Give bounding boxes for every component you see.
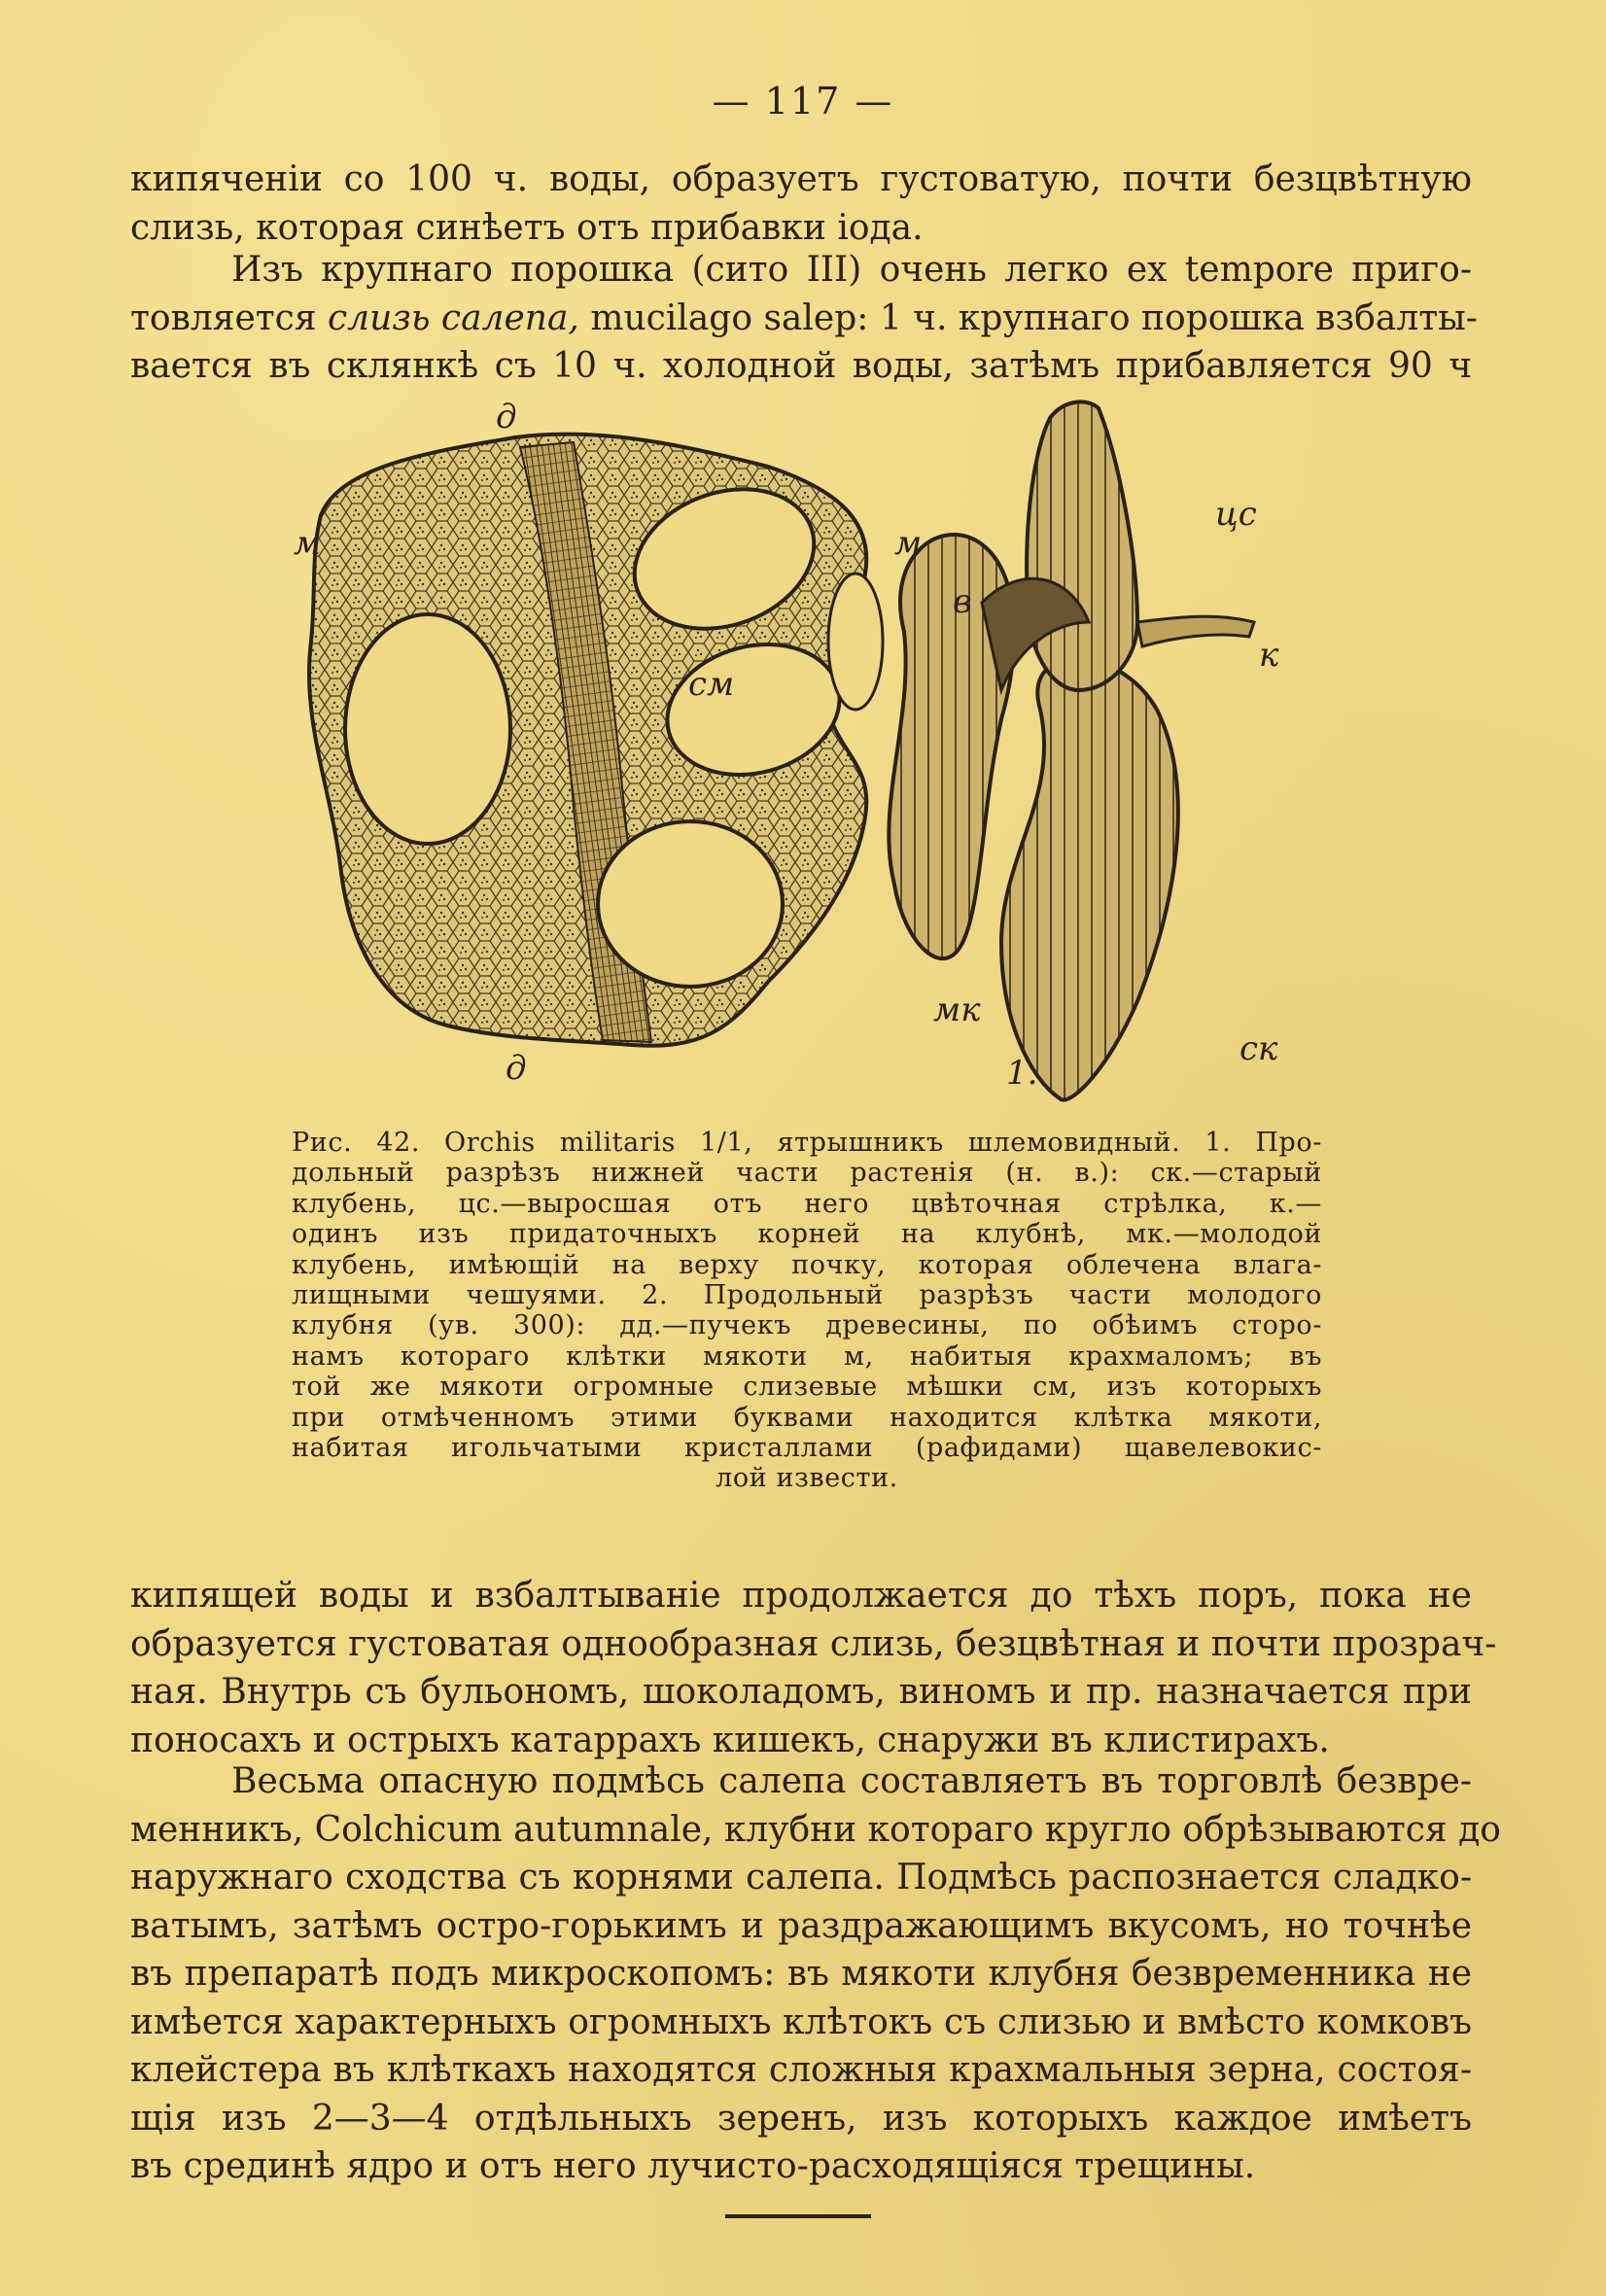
label-m-left: м (294, 524, 322, 563)
bottom-divider (725, 2214, 871, 2218)
text-line: Изъ крупнаго порошка (сито III) очень легко ex tempore приго- (231, 250, 1472, 290)
paragraph-bottom (130, 1572, 1497, 1764)
label-dd-bottom: д (506, 1049, 527, 1088)
text-line: щія изъ 2—3—4 отдѣльныхъ зеренъ, изъ которыхъ каждое имѣетъ (130, 2098, 1472, 2139)
text-line: въ срединѣ ядро и отъ него лучисто-расходящіяся трещины. (130, 2146, 1256, 2186)
caption-line: клубень, цс.—выросшая отъ него цвѣточная стрѣлка, к.— (292, 1188, 1322, 1219)
caption-line: набитая игольчатыми кристаллами (рафидами) щавелевокис- (292, 1433, 1322, 1464)
caption-line: дольный разрѣзъ нижней части растенія (н. в.): ск.—старый (292, 1158, 1322, 1189)
text-line: менникъ, Colchicum autumnale, клубни котораго кругло обрѣзываются до (130, 1809, 1501, 1850)
text-fragment: товляется (130, 297, 328, 338)
text-line: ватымъ, затѣмъ остро-горькимъ и раздражающимъ вкусомъ, но точнѣе (130, 1905, 1472, 1946)
label-number-1: 1. (1006, 1054, 1038, 1093)
paragraph-colchicum (130, 1757, 1501, 2191)
label-sm: см (688, 665, 735, 704)
label-dd-top: д (496, 399, 517, 436)
label-cs: цс (1215, 495, 1257, 534)
botanical-illustration (282, 399, 1293, 1108)
caption-line: лищными чешуями. 2. Продольный разрѣзъ части молодого (292, 1280, 1322, 1311)
label-m-right: м (894, 524, 923, 563)
text-line: слизь, которая синѣетъ отъ прибавки іода. (130, 207, 924, 248)
caption-line: клубня (ув. 300): дд.—пучекъ древесины, по обѣимъ сторо- (292, 1310, 1322, 1341)
paragraph-top (130, 156, 1472, 252)
label-mk: мк (933, 991, 981, 1029)
caption-line: при отмѣченномъ этими буквами находится клѣтка мякоти, (292, 1402, 1322, 1433)
text-line: вается въ склянкѣ съ 10 ч. холодной воды, затѣмъ прибавляется 90 ч (130, 346, 1472, 386)
caption-line: клубень, имѣющій на верху почку, которая облечена влага- (292, 1249, 1322, 1280)
text-line: кипящей воды и взбалтываніе продолжается до тѣхъ поръ, пока не (130, 1576, 1472, 1616)
text-line: ная. Внутрь съ бульономъ, шоколадомъ, виномъ и пр. назначается при (130, 1672, 1472, 1712)
text-line: въ препаратѣ подъ микроскопомъ: въ мякоти клубня безвременника не (130, 1954, 1472, 1994)
text-line: кипяченіи со 100 ч. воды, образуетъ густоватую, почти безцвѣтную (130, 159, 1472, 199)
caption-line: лой извести. (716, 1463, 898, 1494)
caption-line: намъ котораго клѣтки мякоти м, набитыя крахмаломъ; въ (292, 1340, 1322, 1372)
page-number: — 117 — (712, 80, 894, 122)
caption-line: той же мякоти огромные слизевые мѣшки см, изъ которыхъ (292, 1372, 1322, 1403)
label-v: в (953, 582, 972, 621)
figure-caption (292, 1128, 1322, 1494)
text-fragment: mucilago salep: 1 ч. крупнаго порошка взбалты- (578, 297, 1478, 338)
text-line: клейстера въ клѣткахъ находятся сложныя крахмальныя зерна, состоя- (130, 2050, 1472, 2090)
label-sk: ск (1239, 1029, 1278, 1068)
text-line (130, 295, 1478, 343)
caption-line: одинъ изъ придаточныхъ корней на клубнѣ, мк.—молодой (292, 1219, 1322, 1250)
tuber-section-drawing (309, 435, 883, 1046)
text-line: имѣется характерныхъ огромныхъ клѣтокъ съ слизью и вмѣсто комковъ (130, 2001, 1472, 2042)
figure-orchis-militaris (282, 399, 1293, 1108)
text-line: образуется густоватая однообразная слизь, безцвѣтная и почти прозрач- (130, 1623, 1497, 1664)
text-line: наружнаго сходства съ корнями салепа. Подмѣсь распознается сладко- (130, 1858, 1472, 1897)
text-line: Весьма опасную подмѣсь салепа составляетъ въ торговлѣ безвре- (231, 1761, 1472, 1801)
caption-line: Рис. 42. Orchis militaris 1/1, ятрышникъ шлемовидный. 1. Про- (292, 1128, 1322, 1158)
label-k: к (1259, 636, 1279, 675)
italic-term: слизь салепа, (327, 297, 579, 338)
text-line: поносахъ и острыхъ катаррахъ кишекъ, снаружи въ клистирахъ. (130, 1720, 1330, 1760)
paragraph-mucilage (130, 246, 1478, 391)
